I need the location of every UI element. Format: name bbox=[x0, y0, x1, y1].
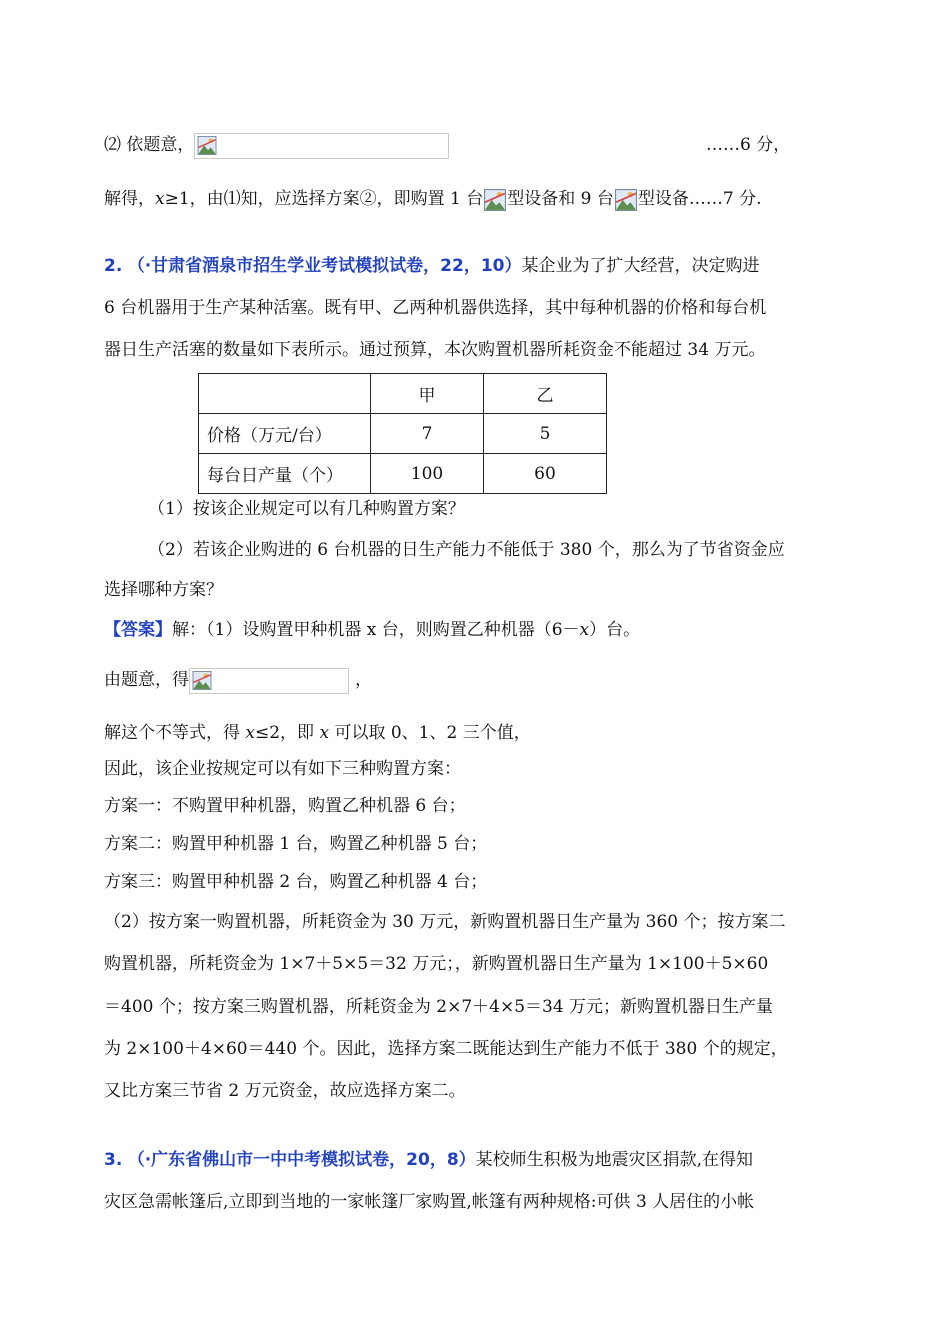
solution-text: ≤2，即 bbox=[255, 723, 320, 743]
solution-line: ＝400 个；按方案三购置机器，所耗资金为 2×7＋4×5＝34 万元；新购置机器日生产量 bbox=[104, 997, 774, 1017]
formula-image-placeholder bbox=[189, 668, 349, 694]
var-x: x bbox=[579, 620, 590, 640]
solution-line: （2）按方案一购置机器，所耗资金为 30 万元，新购置机器日生产量为 360 个；按方案二 bbox=[104, 912, 786, 932]
p1-line1 bbox=[104, 132, 449, 159]
table-cell bbox=[199, 374, 371, 414]
table-cell: 5 bbox=[484, 414, 607, 454]
broken-image-icon bbox=[192, 671, 212, 690]
answer-text: 解：（1）设购置甲种机器 x 台，则购置乙种机器（6－ bbox=[172, 620, 580, 640]
formula-image-placeholder bbox=[194, 133, 449, 159]
q2-text-line: 器日生产活塞的数量如下表所示。通过预算，本次购置机器所耗资金不能超过 34 万元。 bbox=[104, 340, 766, 360]
q2-text-line: 某企业为了扩大经营，决定购进 bbox=[521, 256, 760, 276]
q2-subquestion-2: （2）若该企业购进的 6 台机器的日生产能力不能低于 380 个，那么为了节省资金应 bbox=[148, 540, 785, 560]
solution-line: 方案二：购置甲种机器 1 台，购置乙种机器 5 台； bbox=[104, 834, 488, 854]
q2-answer-line bbox=[104, 617, 640, 643]
table-cell: 甲 bbox=[371, 374, 484, 414]
table-cell: 每台日产量（个） bbox=[199, 454, 371, 494]
p1-line1-suffix: ……6 分， bbox=[706, 135, 791, 155]
p1-line2-text-a: 解得， bbox=[104, 189, 155, 209]
p1-line2 bbox=[104, 186, 762, 212]
table-cell: 100 bbox=[371, 454, 484, 494]
solution-line: 又比方案三节省 2 万元资金，故应选择方案二。 bbox=[104, 1081, 466, 1101]
table-header-row bbox=[199, 374, 607, 414]
broken-image-icon bbox=[615, 189, 637, 211]
broken-image-icon bbox=[197, 136, 217, 155]
table-row bbox=[199, 454, 607, 494]
solution-text: 可以取 0、1、2 三个值， bbox=[329, 723, 531, 743]
table-row bbox=[199, 414, 607, 454]
question-number: 3. bbox=[104, 1150, 123, 1170]
var-x: x bbox=[319, 723, 330, 743]
question-source: （·甘肃省酒泉市招生学业考试模拟试卷，22，10） bbox=[127, 256, 522, 276]
q2-subquestion-1: （1）按该企业规定可以有几种购置方案？ bbox=[148, 499, 465, 519]
solution-line: 为 2×100＋4×60＝440 个。因此，选择方案二既能达到生产能力不低于 380 个的规定， bbox=[104, 1039, 788, 1059]
p1-line2-text-c: 型设备和 9 台 bbox=[507, 189, 614, 209]
var-x: x bbox=[245, 723, 255, 743]
q2-text-line: 6 台机器用于生产某种活塞。既有甲、乙两种机器供选择，其中每种机器的价格和每台机 bbox=[104, 298, 767, 318]
answer-text: 由题意，得 bbox=[104, 670, 189, 690]
q2-heading bbox=[104, 253, 759, 279]
solution-text: 解这个不等式，得 bbox=[104, 723, 246, 743]
answer-text: ， bbox=[355, 670, 372, 690]
solution-line: 方案三：购置甲种机器 2 台，购置乙种机器 4 台； bbox=[104, 872, 488, 892]
answer-text-end: ）台。 bbox=[589, 620, 641, 640]
solution-line: 因此，该企业按规定可以有如下三种购置方案： bbox=[104, 759, 461, 779]
table-cell: 7 bbox=[371, 414, 484, 454]
table-cell: 乙 bbox=[484, 374, 607, 414]
broken-image-icon bbox=[484, 189, 506, 211]
solution-line: 方案一：不购置甲种机器，购置乙种机器 6 台； bbox=[104, 796, 466, 816]
answer-tag: 【答案】 bbox=[104, 620, 172, 640]
q2-answer-line-2 bbox=[104, 667, 372, 694]
p1-line2-text-b: ≥1，由⑴知，应选择方案②，即购置 1 台 bbox=[164, 189, 484, 209]
solution-line bbox=[104, 720, 531, 746]
q2-subquestion-2-cont: 选择哪种方案？ bbox=[104, 580, 223, 600]
table-cell: 价格（万元/台） bbox=[199, 414, 371, 454]
q3-text-line: 某校师生积极为地震灾区捐款,在得知 bbox=[475, 1150, 754, 1170]
question-source: （·广东省佛山市一中中考模拟试卷，20，8） bbox=[127, 1150, 476, 1170]
table-cell: 60 bbox=[484, 454, 607, 494]
price-output-table bbox=[198, 373, 607, 494]
p1-line1-prefix: ⑵ 依题意， bbox=[104, 135, 195, 155]
q3-text-line: 灾区急需帐篷后,立即到当地的一家帐篷厂家购置,帐篷有两种规格:可供 3 人居住的小帐 bbox=[104, 1192, 755, 1212]
solution-line: 购置机器，所耗资金为 1×7＋5×5＝32 万元；，新购置机器日生产量为 1×100＋5×60 bbox=[104, 954, 769, 974]
question-number: 2. bbox=[104, 256, 123, 276]
var-x: x bbox=[155, 189, 165, 209]
q3-heading bbox=[104, 1147, 753, 1173]
p1-line2-text-d: 型设备……7 分. bbox=[637, 189, 762, 209]
